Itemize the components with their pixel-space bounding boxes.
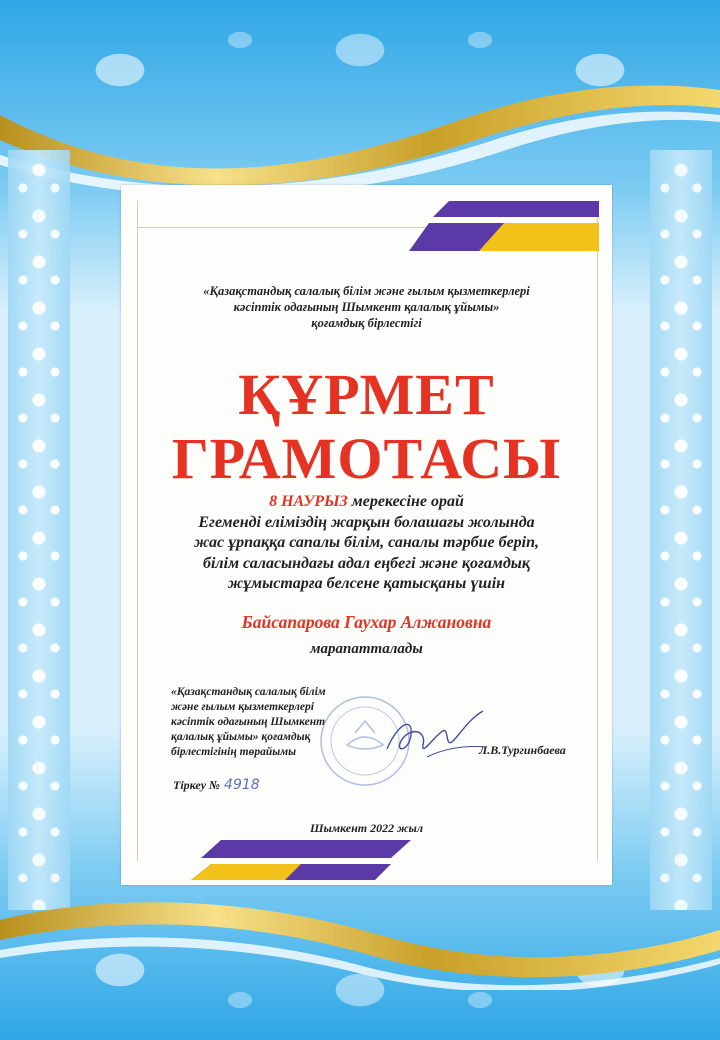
award-reason-line: білім саласындағы адал еңбегі және қоғамдық bbox=[203, 554, 530, 572]
award-reason-line: жұмыстарға белсене қатысқаны үшін bbox=[227, 575, 506, 592]
organization-line: қоғамдық бірлестігі bbox=[311, 316, 422, 330]
registration-label: Тіркеу № bbox=[173, 778, 221, 792]
award-reason-line: Егеменді еліміздің жарқын болашағы жолында bbox=[198, 513, 535, 531]
handwritten-signature bbox=[383, 705, 493, 765]
right-ornament-panel bbox=[650, 150, 712, 910]
registration-number bbox=[173, 777, 260, 793]
holiday-name: 8 НАУРЫЗ bbox=[269, 493, 348, 510]
signatory-name: Л.В.Тургинбаева bbox=[479, 743, 566, 757]
title-line: ҚҰРМЕТ bbox=[238, 362, 495, 427]
bottom-stripes-decoration bbox=[191, 840, 411, 880]
top-gold-wave bbox=[0, 60, 720, 190]
city-year: Шымкент 2022 жыл bbox=[309, 821, 423, 835]
signatory-line: және ғылым қызметкерлері bbox=[171, 701, 314, 713]
signatory-line: «Қазақстандық салалық білім bbox=[171, 686, 326, 698]
award-reason-fragment: мерекесіне орай bbox=[347, 493, 464, 510]
organization-header bbox=[121, 283, 612, 331]
left-ornament-panel bbox=[8, 150, 70, 910]
certificate-title bbox=[121, 363, 612, 491]
signatory-line: бірлестігінің төрайымы bbox=[171, 746, 297, 758]
top-stripes-decoration bbox=[409, 201, 599, 251]
recipient-name: Байсапарова Гаухар Алжановна bbox=[241, 612, 492, 632]
bottom-gold-wave bbox=[0, 880, 720, 990]
signatory-line: кәсіптік одағының Шымкент bbox=[171, 716, 326, 728]
title-line: ГРАМОТАСЫ bbox=[171, 426, 562, 491]
registration-value: 4918 bbox=[224, 777, 260, 793]
awarded-text: марапатталады bbox=[310, 641, 423, 657]
award-reason-line: жас ұрпаққа сапалы білім, саналы тәрбие беріп, bbox=[193, 534, 540, 551]
award-reason bbox=[121, 492, 612, 595]
organization-line: кәсіптік одағының Шымкент қалалық ұйымы» bbox=[233, 300, 500, 314]
award-reason-line bbox=[121, 492, 612, 513]
organization-line: «Қазақстандық салалық білім және ғылым қызметкерлері bbox=[203, 284, 530, 298]
certificate-paper bbox=[121, 185, 612, 885]
signatory-line: қалалық ұйымы» қоғамдық bbox=[171, 731, 311, 743]
